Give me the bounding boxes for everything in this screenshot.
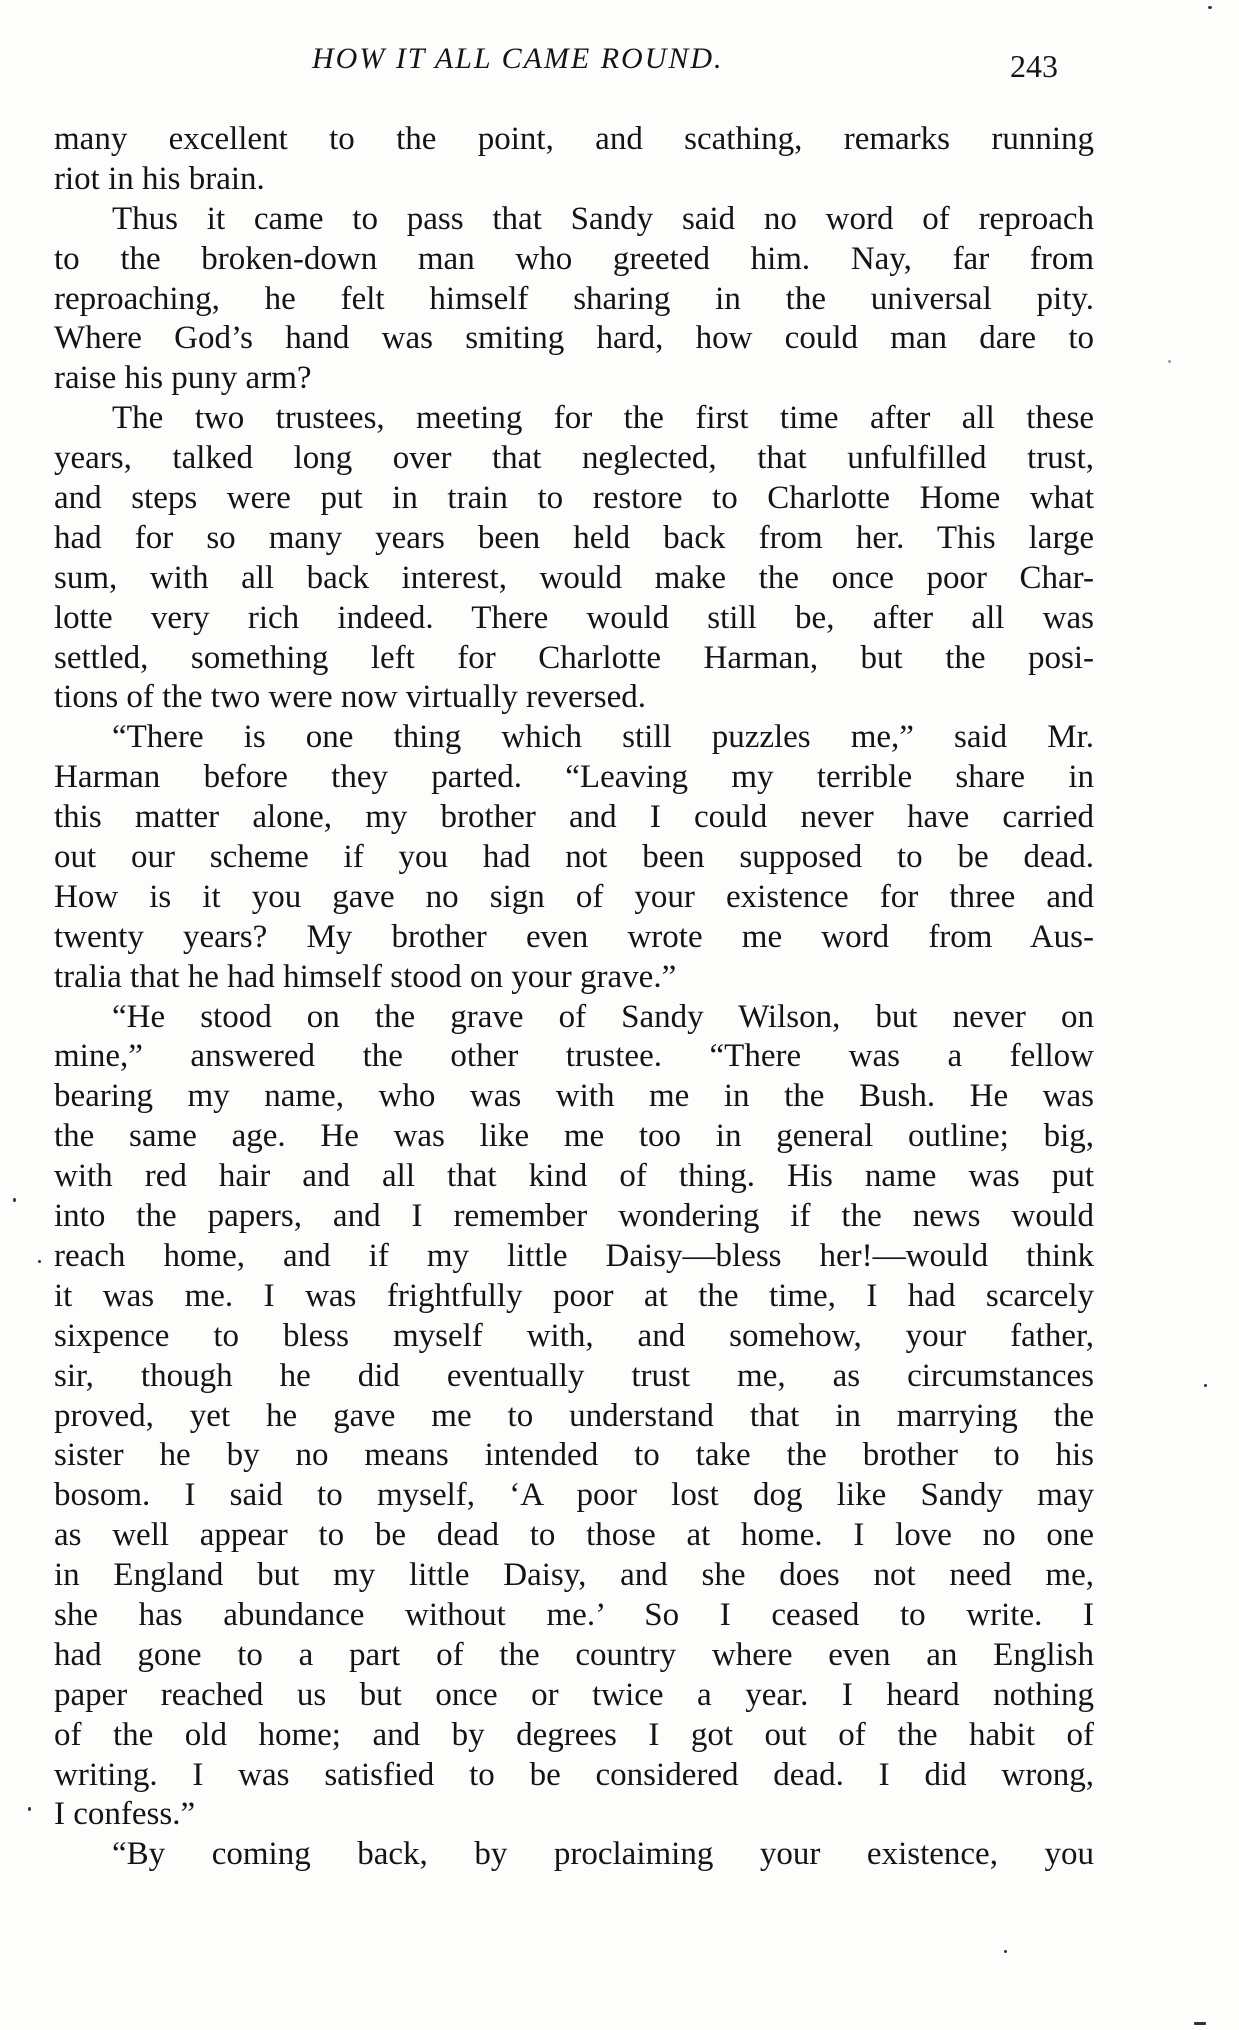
scan-speck (1208, 6, 1212, 9)
text-line: Harman before they parted. “Leaving my terrible share in (54, 759, 1094, 796)
text-line: with red hair and all that kind of thing. His name was put (54, 1158, 1094, 1195)
text-line: raise his puny arm? (54, 360, 312, 397)
text-line: riot in his brain. (54, 160, 265, 197)
text-line: in England but my little Daisy, and she does not need me, (54, 1557, 1094, 1594)
text-line: sixpence to bless myself with, and somehow, your father, (54, 1317, 1094, 1354)
text-line: sum, with all back interest, would make the once poor Char- (54, 559, 1094, 596)
text-line: had for so many years been held back from her. This large (54, 519, 1094, 556)
text-line: as well appear to be dead to those at home. I love no one (54, 1517, 1094, 1554)
text-line: The two trustees, meeting for the first time after all these (112, 400, 1094, 437)
scan-speck (1004, 1950, 1007, 1953)
text-line: How is it you gave no sign of your existence for three and (54, 878, 1094, 915)
text-line: settled, something left for Charlotte Harman, but the posi- (54, 639, 1094, 676)
text-line: tions of the two were now virtually reversed. (54, 679, 647, 716)
text-line: bearing my name, who was with me in the Bush. He was (54, 1078, 1094, 1115)
text-line: and steps were put in train to restore to Charlotte Home what (54, 480, 1094, 517)
text-line: had gone to a part of the country where even an English (54, 1636, 1094, 1673)
text-line: years, talked long over that neglected, that unfulfilled trust, (54, 440, 1094, 477)
text-line: “By coming back, by proclaiming your existence, you (112, 1836, 1094, 1873)
scan-speck (28, 1807, 31, 1811)
text-line: paper reached us but once or twice a year. I heard nothing (54, 1676, 1094, 1713)
text-line: many excellent to the point, and scathing, remarks running (54, 121, 1094, 157)
text-line: lotte very rich indeed. There would still be, after all was (54, 599, 1094, 636)
text-line: reach home, and if my little Daisy—bless her!—would think (54, 1237, 1094, 1274)
running-title: HOW IT ALL CAME ROUND. (312, 42, 724, 75)
body-text (54, 120, 1094, 1875)
text-line: Where God’s hand was smiting hard, how could man dare to (54, 320, 1094, 357)
text-line: writing. I was satisfied to be considered dead. I did wrong, (54, 1756, 1094, 1793)
text-line: twenty years? My brother even wrote me word from Aus- (54, 918, 1094, 955)
text-line: bosom. I said to myself, ‘A poor lost dog like Sandy may (54, 1477, 1094, 1514)
text-line: I confess.” (54, 1796, 196, 1833)
text-line: to the broken-down man who greeted him. Nay, far from (54, 240, 1094, 277)
text-line: “There is one thing which still puzzles me,” said Mr. (112, 719, 1094, 756)
text-line: sir, though he did eventually trust me, as circumstances (54, 1357, 1094, 1394)
text-line: mine,” answered the other trustee. “There was a fellow (54, 1038, 1094, 1075)
page-number: 243 (1010, 48, 1058, 84)
text-line: proved, yet he gave me to understand that in marrying the (54, 1397, 1094, 1434)
scan-speck (38, 1260, 41, 1263)
text-line: into the papers, and I remember wondering if the news would (54, 1198, 1094, 1235)
text-line: reproaching, he felt himself sharing in the universal pity. (54, 280, 1094, 317)
text-line: she has abundance without me.’ So I ceased to write. I (54, 1596, 1094, 1633)
text-line: tralia that he had himself stood on your grave.” (54, 958, 677, 995)
text-line: it was me. I was frightfully poor at the time, I had scarcely (54, 1277, 1094, 1314)
scan-speck (1204, 1384, 1207, 1387)
text-line: “He stood on the grave of Sandy Wilson, but never on (112, 998, 1094, 1035)
text-line: Thus it came to pass that Sandy said no word of reproach (112, 200, 1094, 237)
running-head (0, 42, 1239, 86)
text-line: the same age. He was like me too in general outline; big, (54, 1118, 1094, 1155)
text-line: sister he by no means intended to take the brother to his (54, 1437, 1094, 1474)
text-line: this matter alone, my brother and I could never have carried (54, 799, 1094, 836)
scan-speck (1168, 360, 1171, 363)
text-line: of the old home; and by degrees I got out of the habit of (54, 1716, 1094, 1753)
scan-speck (13, 1198, 16, 1202)
text-line: out our scheme if you had not been supposed to be dead. (54, 839, 1094, 876)
scan-speck (1194, 2022, 1206, 2025)
